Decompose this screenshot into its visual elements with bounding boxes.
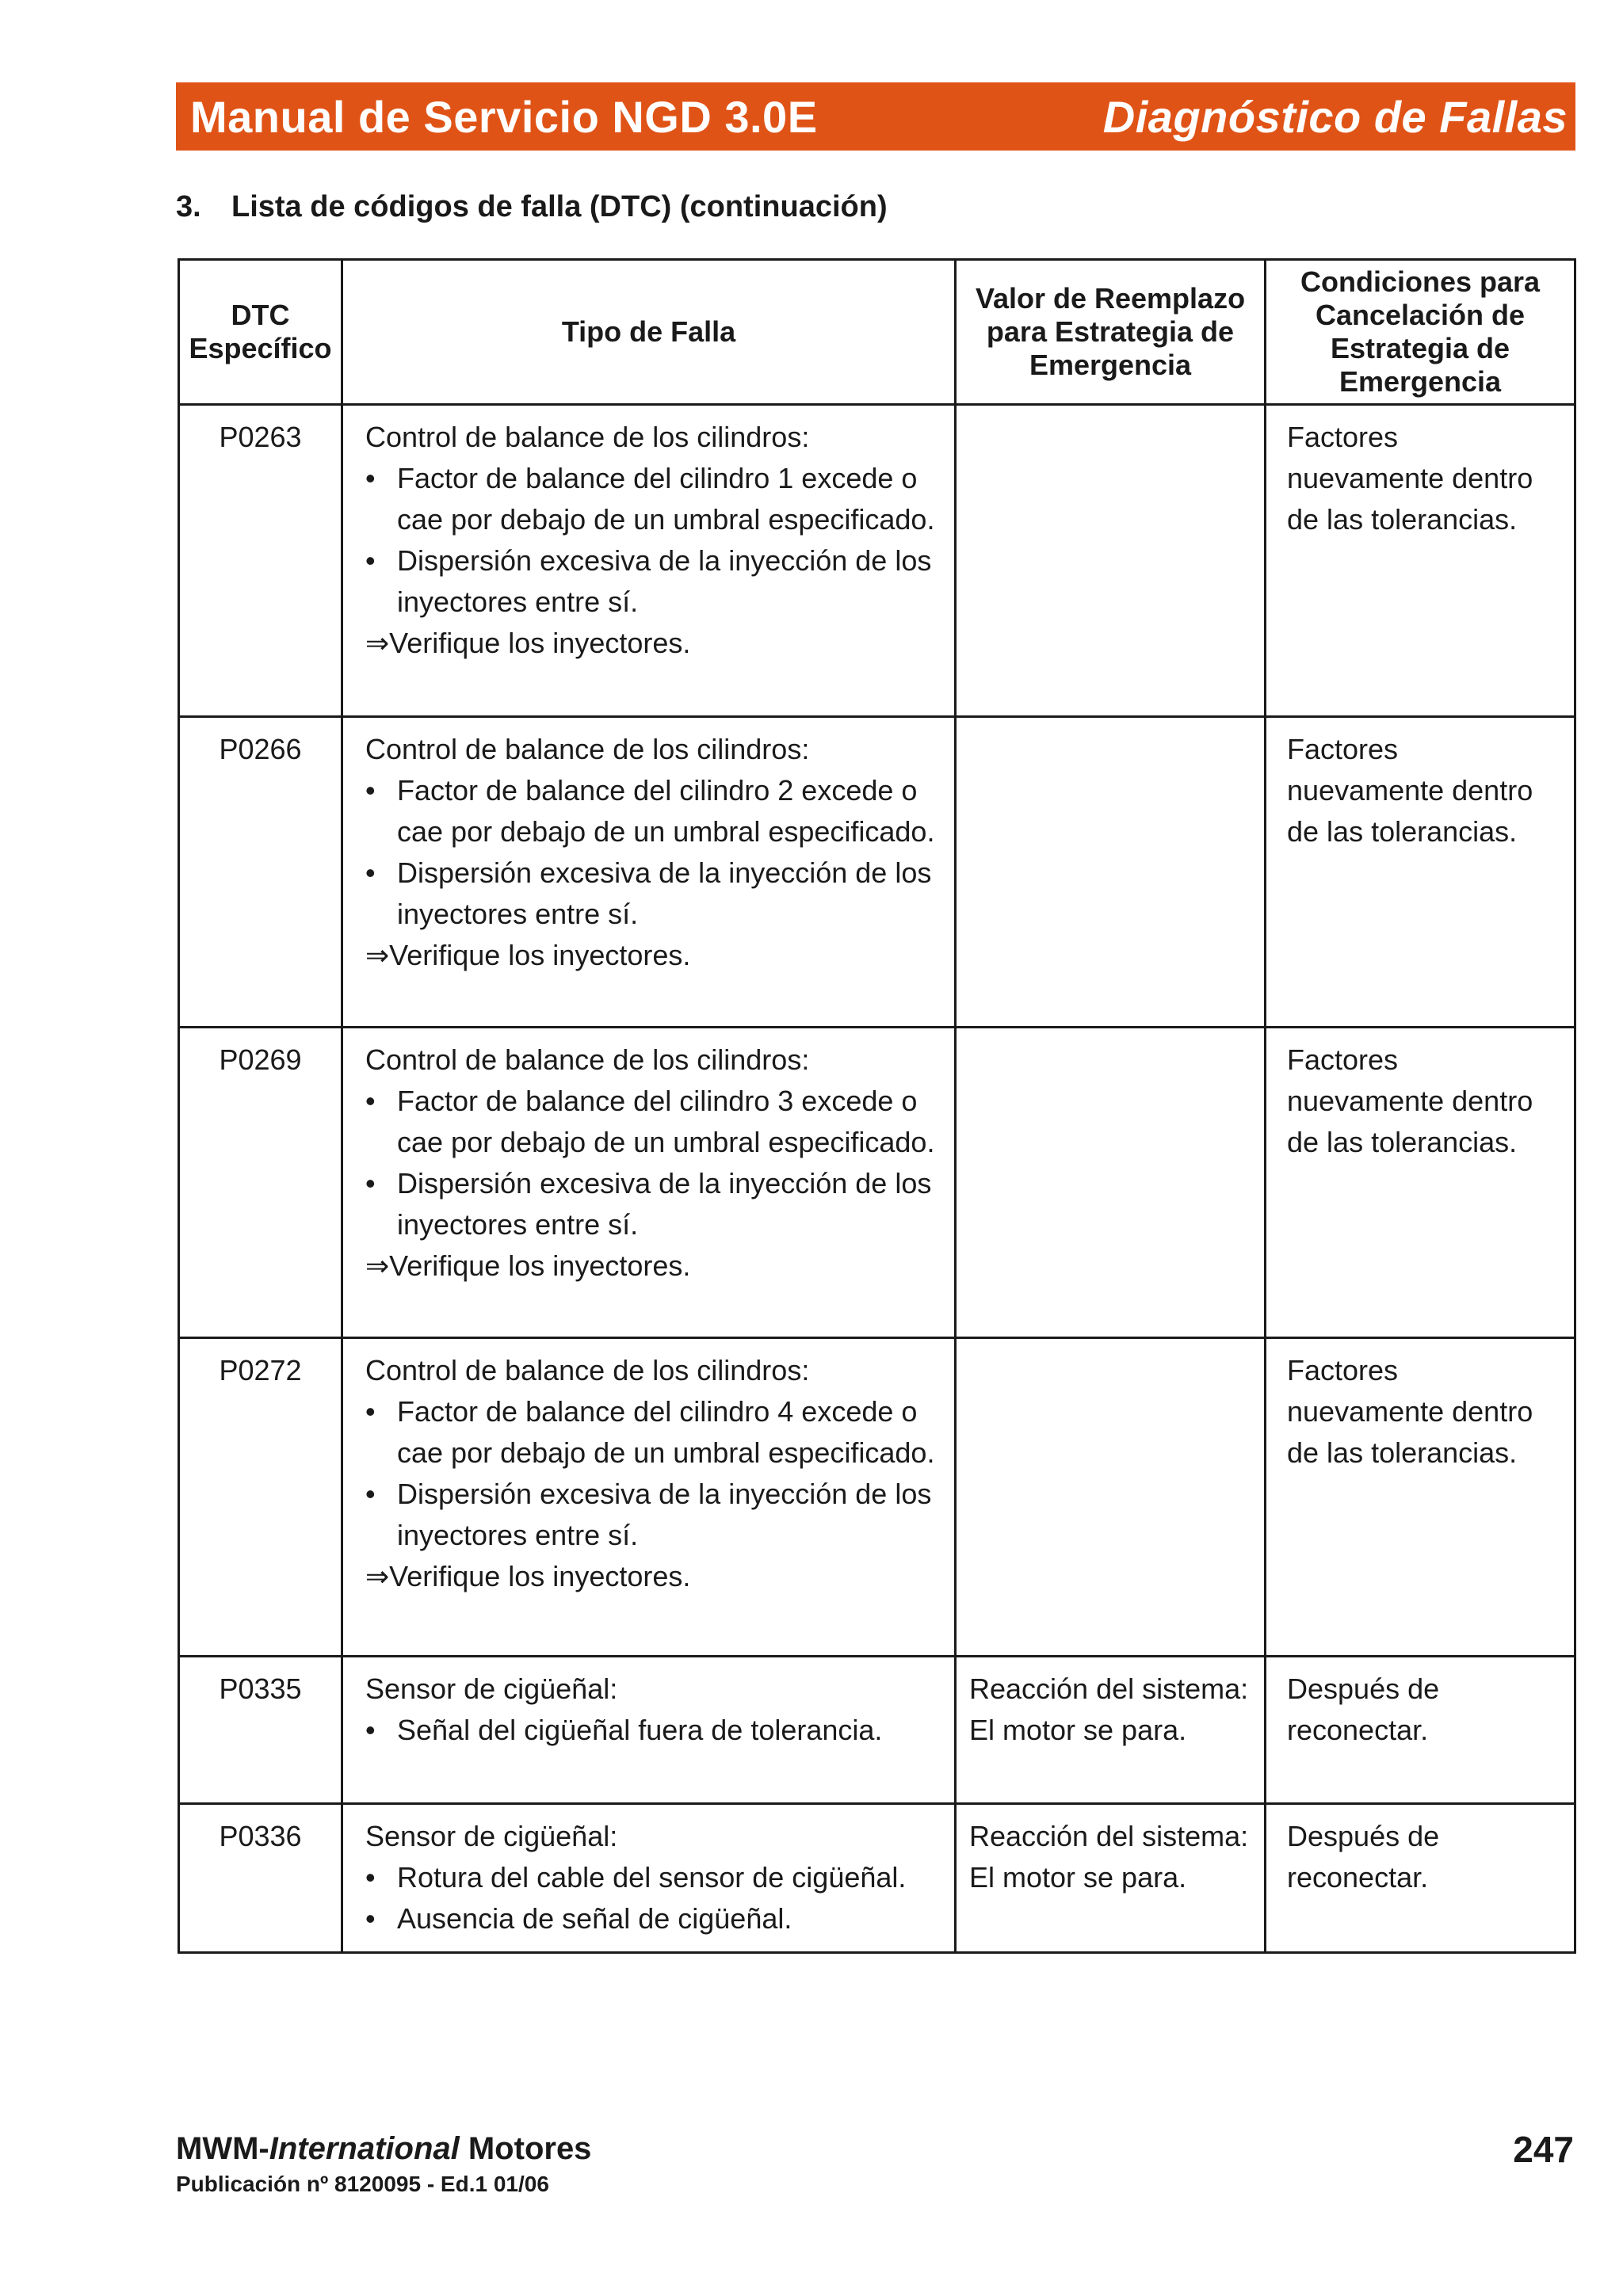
header-conditions bbox=[1266, 260, 1575, 405]
header-replacement bbox=[956, 260, 1266, 405]
bullet-text: Señal del cigüeñal fuera de tolerancia. bbox=[397, 1714, 883, 1746]
fault-action bbox=[365, 1245, 941, 1287]
bullet-text: Factor de balance del cilindro 4 excede o cae por debajo de un umbral especificado. bbox=[397, 1395, 935, 1469]
fault-bullet bbox=[365, 1898, 941, 1939]
replacement-value bbox=[956, 1338, 1266, 1657]
fault-description bbox=[342, 1338, 956, 1657]
fault-action bbox=[365, 1556, 941, 1597]
dtc-code: P0263 bbox=[179, 405, 342, 717]
implies-arrow-icon: ⇒ bbox=[365, 1560, 390, 1592]
cancel-conditions: Factores nuevamente dentro de las tolerancias. bbox=[1266, 1028, 1575, 1338]
header-fault-text: Tipo de Falla bbox=[561, 315, 736, 348]
fault-description bbox=[342, 717, 956, 1028]
table-row bbox=[179, 717, 1575, 1028]
dtc-code: P0335 bbox=[179, 1657, 342, 1804]
cancel-conditions: Factores nuevamente dentro de las tolerancias. bbox=[1266, 717, 1575, 1028]
fault-bullet bbox=[365, 540, 941, 623]
fault-intro: Control de balance de los cilindros: bbox=[365, 1354, 810, 1386]
action-text: Verifique los inyectores. bbox=[389, 939, 691, 971]
replacement-value bbox=[956, 405, 1266, 717]
page-number: 247 bbox=[1513, 2129, 1574, 2170]
table-row bbox=[179, 1028, 1575, 1338]
footer-brand bbox=[176, 2131, 591, 2167]
bullet-text: Factor de balance del cilindro 2 excede o cae por debajo de un umbral especificado. bbox=[397, 774, 935, 848]
fault-description bbox=[342, 1657, 956, 1804]
bullet-text: Ausencia de señal de cigüeñal. bbox=[397, 1902, 792, 1935]
table-header-row bbox=[179, 260, 1575, 405]
replacement-value: Reacción del sistema: El motor se para. bbox=[956, 1804, 1266, 1953]
chapter-title: Diagnóstico de Fallas bbox=[1102, 91, 1568, 142]
cancel-conditions: Después de reconectar. bbox=[1266, 1804, 1575, 1953]
fault-intro: Control de balance de los cilindros: bbox=[365, 733, 810, 765]
fault-bullet bbox=[365, 1163, 941, 1245]
action-text: Verifique los inyectores. bbox=[389, 1249, 691, 1282]
table-row bbox=[179, 1657, 1575, 1804]
bullet-text: Dispersión excesiva de la inyección de los inyectores entre sí. bbox=[397, 1167, 932, 1241]
fault-action bbox=[365, 935, 941, 976]
bullet-icon: • bbox=[365, 1395, 376, 1428]
bullet-text: Dispersión excesiva de la inyección de los inyectores entre sí. bbox=[397, 544, 932, 618]
bullet-icon: • bbox=[365, 1167, 376, 1199]
bullet-text: Dispersión excesiva de la inyección de los inyectores entre sí. bbox=[397, 1478, 932, 1551]
bullet-icon: • bbox=[365, 544, 376, 577]
dtc-code: P0269 bbox=[179, 1028, 342, 1338]
cancel-conditions: Después de reconectar. bbox=[1266, 1657, 1575, 1804]
fault-intro: Sensor de cigüeñal: bbox=[365, 1672, 618, 1705]
header-fault bbox=[342, 260, 956, 405]
fault-bullet bbox=[365, 1857, 941, 1898]
header-dtc-text: DTC Específico bbox=[189, 299, 332, 364]
replacement-value: Reacción del sistema: El motor se para. bbox=[956, 1657, 1266, 1804]
fault-bullet bbox=[365, 852, 941, 935]
fault-description bbox=[342, 405, 956, 717]
fault-intro: Sensor de cigüeñal: bbox=[365, 1820, 618, 1852]
section-heading bbox=[176, 190, 888, 224]
bullet-icon: • bbox=[365, 1714, 376, 1746]
bullet-icon: • bbox=[365, 1861, 376, 1894]
table-row bbox=[179, 405, 1575, 717]
replacement-value bbox=[956, 717, 1266, 1028]
dtc-code: P0336 bbox=[179, 1804, 342, 1953]
fault-intro: Control de balance de los cilindros: bbox=[365, 421, 810, 453]
footer-info bbox=[176, 2131, 591, 2197]
table-row bbox=[179, 1338, 1575, 1657]
implies-arrow-icon: ⇒ bbox=[365, 627, 390, 659]
fault-bullet bbox=[365, 1474, 941, 1556]
bullet-icon: • bbox=[365, 462, 376, 494]
publication-info: Publicación nº 8120095 - Ed.1 01/06 bbox=[176, 2172, 549, 2196]
manual-title: Manual de Servicio NGD 3.0E bbox=[190, 91, 818, 142]
bullet-text: Dispersión excesiva de la inyección de los inyectores entre sí. bbox=[397, 856, 932, 930]
bullet-icon: • bbox=[365, 1085, 376, 1117]
action-text: Verifique los inyectores. bbox=[389, 1560, 691, 1592]
bullet-text: Factor de balance del cilindro 3 excede o cae por debajo de un umbral especificado. bbox=[397, 1085, 935, 1158]
brand-prefix: MWM- bbox=[176, 2131, 269, 2166]
dtc-code: P0272 bbox=[179, 1338, 342, 1657]
cancel-conditions: Factores nuevamente dentro de las tolerancias. bbox=[1266, 405, 1575, 717]
cancel-conditions: Factores nuevamente dentro de las tolerancias. bbox=[1266, 1338, 1575, 1657]
fault-bullet bbox=[365, 458, 941, 540]
implies-arrow-icon: ⇒ bbox=[365, 1249, 390, 1282]
bullet-text: Rotura del cable del sensor de cigüeñal. bbox=[397, 1861, 907, 1894]
bullet-icon: • bbox=[365, 1902, 376, 1935]
fault-bullet bbox=[365, 770, 941, 852]
fault-action bbox=[365, 623, 941, 664]
fault-bullet bbox=[365, 1081, 941, 1163]
fault-bullet bbox=[365, 1710, 941, 1751]
fault-bullet bbox=[365, 1391, 941, 1474]
bullet-text: Factor de balance del cilindro 1 excede o cae por debajo de un umbral especificado. bbox=[397, 462, 935, 536]
bullet-icon: • bbox=[365, 1478, 376, 1510]
fault-intro: Control de balance de los cilindros: bbox=[365, 1043, 810, 1076]
page-header bbox=[176, 82, 1575, 151]
implies-arrow-icon: ⇒ bbox=[365, 939, 390, 971]
replacement-value bbox=[956, 1028, 1266, 1338]
table-row bbox=[179, 1804, 1575, 1953]
header-dtc bbox=[179, 260, 342, 405]
dtc-table bbox=[178, 258, 1576, 1954]
action-text: Verifique los inyectores. bbox=[389, 627, 691, 659]
fault-description bbox=[342, 1028, 956, 1338]
section-title-text: Lista de códigos de falla (DTC) (continuación) bbox=[231, 190, 888, 223]
dtc-code: P0266 bbox=[179, 717, 342, 1028]
section-number: 3. bbox=[176, 190, 201, 223]
brand-suffix: Motores bbox=[459, 2131, 592, 2166]
bullet-icon: • bbox=[365, 774, 376, 807]
brand-italic: International bbox=[269, 2131, 460, 2166]
fault-description bbox=[342, 1804, 956, 1953]
header-replacement-text: Valor de Reemplazo para Estrategia de Emergencia bbox=[975, 282, 1246, 381]
header-conditions-text: Condiciones para Cancelación de Estrategia de Emergencia bbox=[1300, 265, 1541, 398]
bullet-icon: • bbox=[365, 856, 376, 889]
